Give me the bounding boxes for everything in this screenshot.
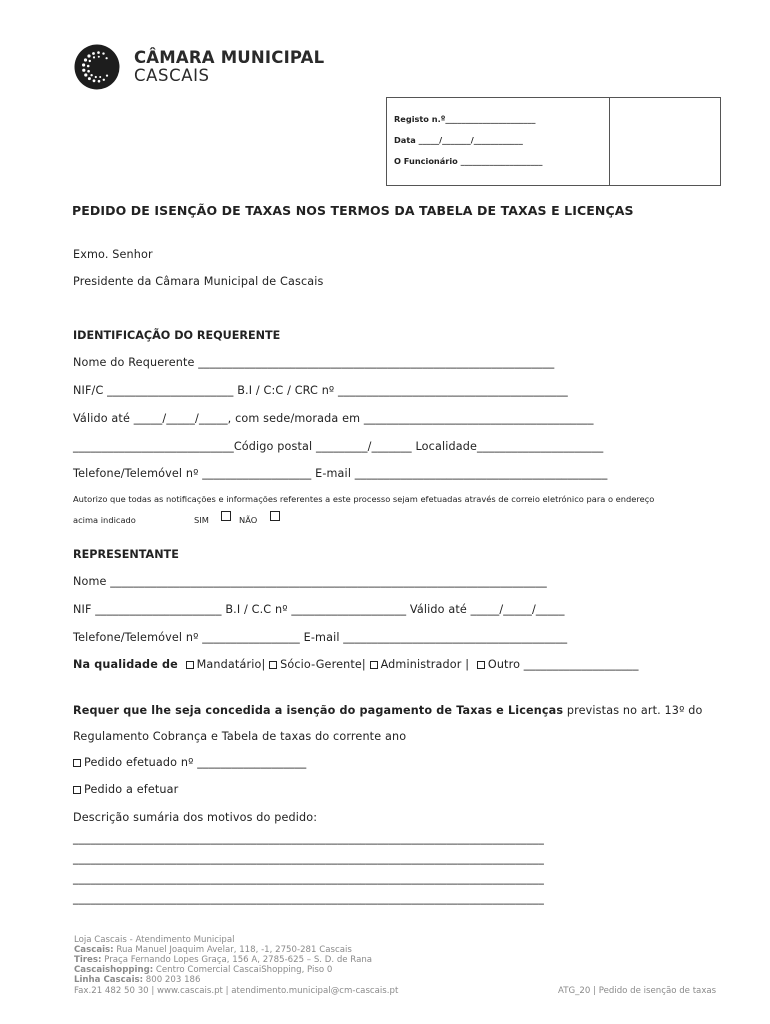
registry-clerk-field[interactable]: O Funcionário ____________________ — [394, 156, 543, 166]
footer-tires-address: Praça Fernando Lopes Graça, 156 A, 2785-625 – S. D. de Rana — [101, 955, 373, 965]
logo-text-line1: CÂMARA MUNICIPAL — [134, 48, 325, 67]
representante-heading: REPRESENTANTE — [73, 548, 179, 561]
pedido-efetuar-checkbox[interactable] — [73, 786, 81, 794]
footer-line4 — [74, 965, 332, 975]
salutation-line1: Exmo. Senhor — [73, 248, 153, 261]
capacity-socio-label: Sócio-Gerente| — [280, 658, 366, 671]
pedido-efetuado-row — [73, 756, 306, 769]
capacity-mandatario-label: Mandatário| — [196, 658, 266, 671]
capacity-mandatario-checkbox[interactable] — [186, 661, 194, 669]
registry-divider — [609, 98, 610, 185]
capacity-outro-checkbox[interactable] — [477, 661, 485, 669]
capacity-admin-label: Administrador | — [380, 658, 470, 671]
registry-number-field[interactable]: Registo n.º______________________ — [394, 114, 536, 124]
footer-cascais-address: Rua Manuel Joaquim Avelar, 118, -1, 2750-281 Cascais — [113, 945, 352, 955]
request-statement — [73, 704, 702, 717]
requerente-nif-field[interactable]: NIF/C ______________________ B.I / C:C / CRC nº ________________________________________ — [73, 384, 568, 397]
capacity-socio-checkbox[interactable] — [269, 661, 277, 669]
capacity-label: Na qualidade de — [73, 658, 178, 671]
email-consent-text-2: acima indicado — [73, 515, 136, 525]
requerente-validity-address-field[interactable]: Válido até _____/_____/_____, com sede/morada em ________________________________________ — [73, 412, 594, 425]
footer-linha-label: Linha Cascais: — [74, 975, 144, 985]
pedido-efetuado-label[interactable]: Pedido efetuado nº ___________________ — [84, 756, 307, 769]
capacity-outro-label: Outro ____________________ — [487, 658, 639, 671]
request-statement-rest: previstas no art. 13º do — [563, 704, 703, 717]
pedido-efetuar-label: Pedido a efetuar — [84, 783, 179, 796]
logo-text-line2: CASCAIS — [134, 66, 210, 85]
representante-name-field[interactable]: Nome ____________________________________________________________________________ — [73, 575, 547, 588]
request-statement-line2: Regulamento Cobrança e Tabela de taxas do corrente ano — [73, 730, 407, 743]
description-line-2[interactable]: __________________________________________________________________________________ — [73, 852, 544, 865]
registry-date-field[interactable]: Data _____/_______/____________ — [394, 135, 523, 145]
consent-yes-checkbox[interactable] — [221, 511, 231, 521]
footer-line1: Loja Cascais - Atendimento Municipal — [74, 935, 235, 945]
footer-line3 — [74, 955, 372, 965]
footer-shopping-address: Centro Comercial CascaiShopping, Piso 0 — [153, 965, 333, 975]
request-statement-bold: Requer que lhe seja concedida a isenção do pagamento de Taxas e Licenças — [73, 704, 564, 717]
consent-no-label: NÃO — [239, 515, 258, 525]
representante-nif-field[interactable]: NIF ______________________ B.I / C.C nº ____________________ Válido até _____/_____/_____ — [73, 603, 565, 616]
description-line-4[interactable]: __________________________________________________________________________________ — [73, 892, 544, 905]
representante-phone-email-field[interactable]: Telefone/Telemóvel nº _________________ E-mail _______________________________________ — [73, 631, 568, 644]
consent-no-checkbox[interactable] — [270, 511, 280, 521]
requerente-postal-field[interactable]: ____________________________Código postal _________/_______ Localidade______________________ — [73, 440, 604, 453]
requerente-phone-email-field[interactable]: Telefone/Telemóvel nº ___________________ E-mail ____________________________________________ — [73, 467, 608, 480]
email-consent-text: Autorizo que todas as notificações e informações referentes a este processo sejam efetuadas através de correio eletrónico para o endereço — [73, 494, 655, 504]
cascais-logo-icon — [74, 44, 120, 90]
footer-shopping-label: Cascaishopping: — [74, 965, 154, 975]
footer-cascais-label: Cascais: — [74, 945, 114, 955]
footer-tires-label: Tires: — [74, 955, 102, 965]
footer-contacts: Fax.21 482 50 30 | www.cascais.pt | atendimento.municipal@cm-cascais.pt — [74, 986, 399, 996]
capacity-admin-checkbox[interactable] — [370, 661, 378, 669]
registry-box — [386, 97, 721, 186]
pedido-efetuar-row — [73, 783, 178, 796]
consent-yes-label: SIM — [194, 515, 209, 525]
footer-linha-number: 800 203 186 — [143, 975, 201, 985]
capacity-row — [73, 658, 639, 671]
requerente-name-field[interactable]: Nome do Requerente ______________________________________________________________ — [73, 356, 555, 369]
pedido-efetuado-checkbox[interactable] — [73, 759, 81, 767]
footer-line2 — [74, 945, 352, 955]
description-label: Descrição sumária dos motivos do pedido: — [73, 811, 318, 824]
salutation-line2: Presidente da Câmara Municipal de Cascais — [73, 275, 324, 288]
footer-form-reference: ATG_20 | Pedido de isenção de taxas — [558, 986, 717, 996]
description-line-3[interactable]: __________________________________________________________________________________ — [73, 872, 544, 885]
footer-line5 — [74, 975, 200, 985]
description-line-1[interactable]: __________________________________________________________________________________ — [73, 832, 544, 845]
document-title: PEDIDO DE ISENÇÃO DE TAXAS NOS TERMOS DA TABELA DE TAXAS E LICENÇAS — [72, 203, 634, 218]
requerente-heading: IDENTIFICAÇÃO DO REQUERENTE — [73, 329, 281, 342]
